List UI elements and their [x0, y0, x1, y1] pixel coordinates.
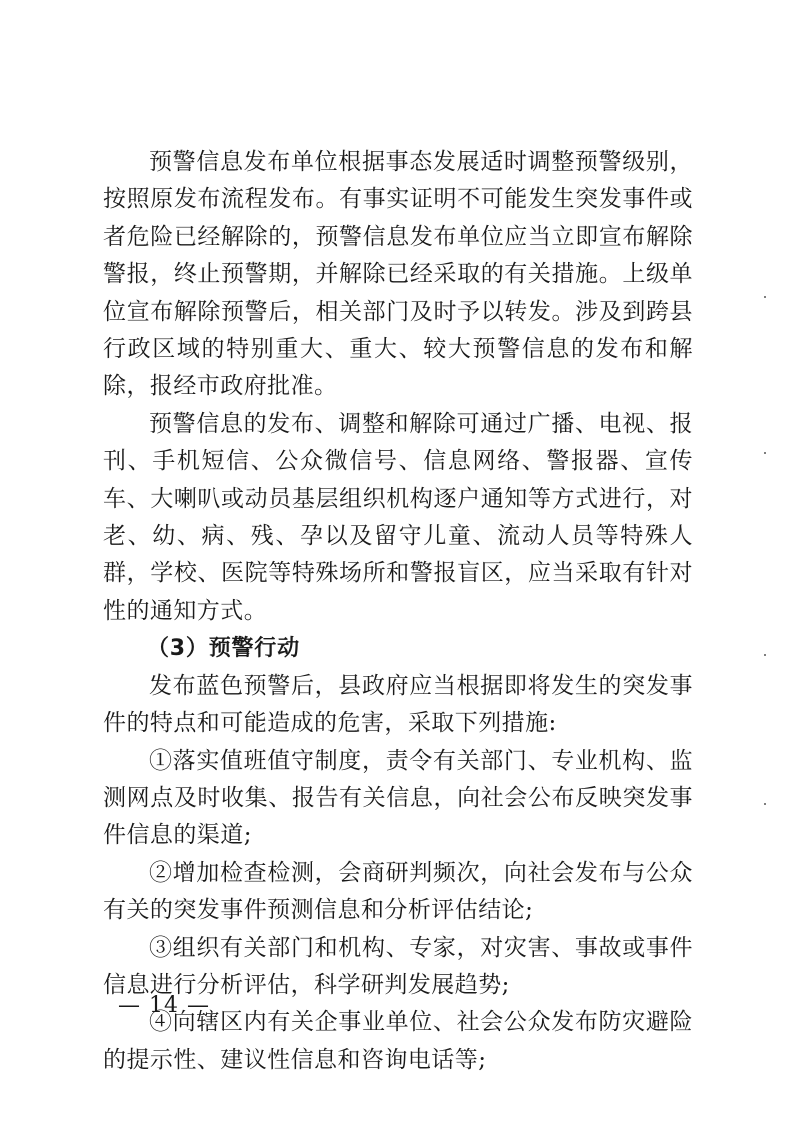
document-body: [103, 144, 693, 1079]
paragraph-warning-channels: 预警信息的发布、调整和解除可通过广播、电视、报刊、手机短信、公众微信号、信息网络、警报器、宣传车、大喇叭或动员基层组织机构逐户通知等方式进行，对老、幼、病、残、孕以及留守儿童、流动人员等特殊人群，学校、医院等特殊场所和警报盲区，应当采取有针对性的通知方式。: [103, 410, 693, 624]
section-heading-warning-action: （3）预警行动: [147, 636, 300, 662]
scan-speck: [764, 296, 766, 298]
measure-item-1: ①落实值班值守制度，责令有关部门、专业机构、监测网点及时收集、报告有关信息，向社会公布反映突发事件信息的渠道;: [103, 747, 693, 849]
measure-item-4: ④向辖区内有关企事业单位、社会公众发布防灾避险的提示性、建议性信息和咨询电话等;: [103, 1009, 693, 1073]
paragraph-blue-warning-intro: 发布蓝色预警后，县政府应当根据即将发生的突发事件的特点和可能造成的危害，采取下列措施:: [103, 672, 693, 737]
scan-speck: [764, 654, 766, 656]
scan-speck: [764, 452, 766, 454]
paragraph-warning-adjustment: 预警信息发布单位根据事态发展适时调整预警级别，按照原发布流程发布。有事实证明不可能发生突发事件或者危险已经解除的，预警信息发布单位应当立即宣布解除警报，终止预警期，并解除已经采取的有关措施。上级单位宣布解除预警后，相关部门及时予以转发。涉及到跨县行政区域的特别重大、重大、较大预警信息的发布和解除，报经市政府批准。: [103, 149, 693, 400]
page-number: — 14 —: [118, 993, 210, 1018]
measure-item-3: ③组织有关部门和机构、专家，对灾害、事故或事件信息进行分析评估，科学研判发展趋势;: [103, 934, 693, 998]
measure-item-2: ②增加检查检测，会商研判频次，向社会发布与公众有关的突发事件预测信息和分析评估结论;: [103, 859, 693, 924]
scan-speck: [764, 803, 766, 805]
